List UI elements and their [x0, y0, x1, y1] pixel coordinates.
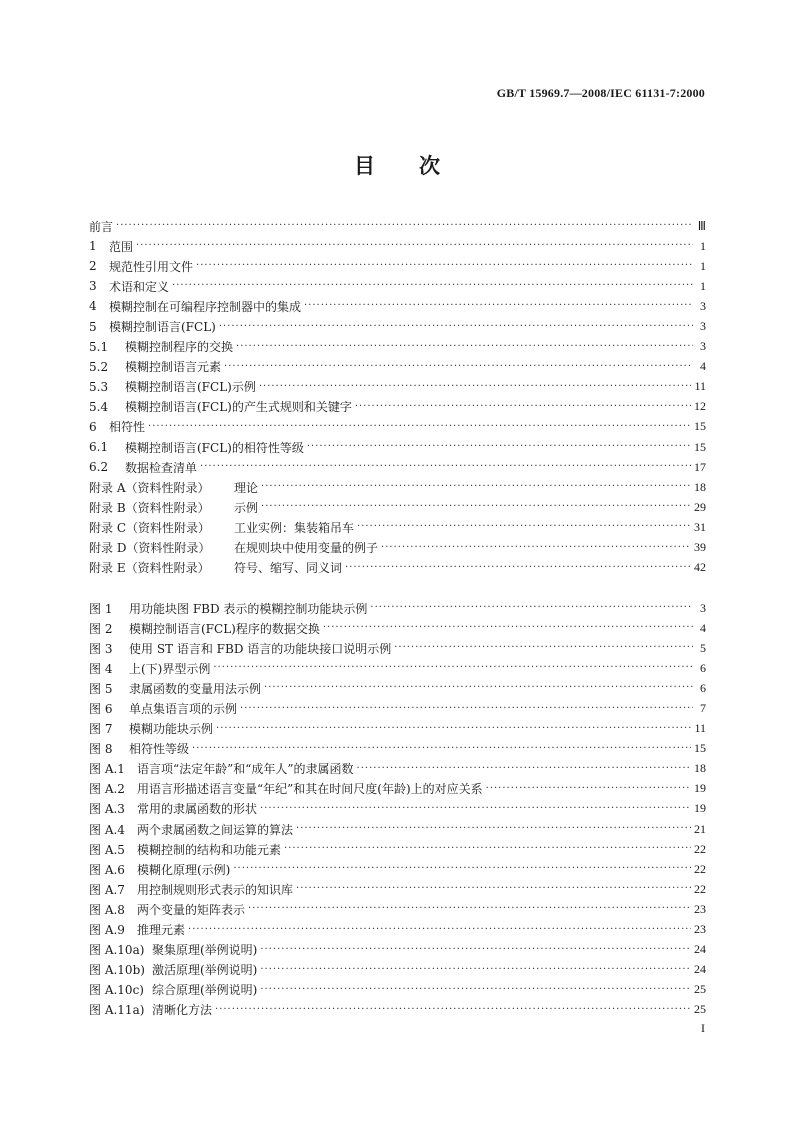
- entry-number: 图 A.2: [89, 782, 125, 797]
- entry-page-number: 15: [694, 741, 706, 756]
- entry-page-number: 3: [700, 319, 706, 334]
- dot-leader: [307, 440, 691, 454]
- entry-title: 用控制规则形式表示的知识库: [137, 882, 294, 897]
- entry-number: 5.2: [89, 359, 109, 374]
- toc-entry[interactable]: [89, 256, 706, 276]
- toc-entry[interactable]: [89, 397, 706, 417]
- dot-leader: [192, 742, 691, 756]
- dot-leader: [261, 480, 691, 494]
- toc-entry[interactable]: [89, 819, 706, 839]
- toc-entry[interactable]: [89, 859, 706, 879]
- toc-entry[interactable]: [89, 417, 706, 437]
- toc-entry[interactable]: [89, 739, 706, 759]
- toc-entry[interactable]: [89, 799, 706, 819]
- toc-entry[interactable]: [89, 437, 706, 457]
- entry-page-number: 4: [700, 620, 706, 635]
- entry-page-number: 22: [694, 861, 706, 876]
- dot-leader: [345, 561, 691, 575]
- dot-leader: [486, 782, 691, 796]
- entry-page-number: 23: [694, 922, 706, 937]
- entry-number: 图 1: [89, 601, 113, 616]
- entry-title: 模糊控制语言(FCL): [109, 320, 216, 335]
- entry-page-number: 22: [694, 841, 706, 856]
- entry-page-number: 3: [700, 600, 706, 615]
- entry-title: 术语和定义: [109, 279, 170, 294]
- entry-number: 图 7: [89, 722, 113, 737]
- entry-number: 图 A.10a): [89, 943, 145, 958]
- entry-number: 图 A.7: [89, 882, 125, 897]
- entry-number: 图 A.1: [89, 762, 125, 777]
- entry-title: 在规则块中使用变量的例子: [234, 541, 379, 556]
- entry-number: 附录 B（资料性附录）: [89, 500, 210, 515]
- dot-leader: [264, 681, 693, 695]
- dot-leader: [215, 1003, 691, 1017]
- title-char-1: 目: [354, 153, 375, 178]
- entry-title: 示例: [234, 500, 259, 515]
- toc-entry[interactable]: [89, 638, 706, 658]
- entry-number: 图 A.5: [89, 842, 125, 857]
- entry-number: 图 6: [89, 702, 113, 717]
- dot-leader: [219, 320, 693, 334]
- dot-leader: [213, 661, 693, 675]
- entry-page-number: 1: [700, 278, 706, 293]
- figures-list: [89, 598, 706, 1020]
- entry-page-number: 31: [694, 519, 706, 534]
- entry-title: 综合原理(举例说明): [152, 983, 258, 998]
- entry-page-number: 39: [694, 540, 706, 555]
- toc-entry[interactable]: [89, 920, 706, 940]
- entry-number: 5.1: [89, 339, 109, 354]
- standard-code: GB/T 15969.7—2008/IEC 61131-7:2000: [496, 86, 705, 100]
- toc-entry[interactable]: [89, 698, 706, 718]
- entry-page-number: 29: [694, 499, 706, 514]
- dot-leader: [284, 842, 691, 856]
- entry-title: 隶属函数的变量用法示例: [129, 681, 262, 696]
- entry-number: 5: [89, 319, 97, 334]
- entry-title: 推理元素: [137, 923, 186, 938]
- dot-leader: [355, 400, 691, 414]
- entry-number: 4: [89, 299, 97, 314]
- entry-title: 模糊化原理(示例): [137, 862, 231, 877]
- toc-entry[interactable]: [89, 517, 706, 537]
- toc-entry[interactable]: [89, 618, 706, 638]
- toc-entry[interactable]: [89, 678, 706, 698]
- toc-entry[interactable]: [89, 839, 706, 859]
- entry-title: 相符性: [109, 420, 146, 435]
- entry-title: 语言项“法定年龄”和“成年人”的隶属函数: [137, 762, 354, 777]
- toc-entry[interactable]: [89, 960, 706, 980]
- toc-entry[interactable]: [89, 276, 706, 296]
- entry-page-number: 12: [694, 399, 706, 414]
- entry-number: 图 A.8: [89, 902, 125, 917]
- entry-page-number: 24: [694, 962, 706, 977]
- entry-page-number: 25: [694, 1002, 706, 1017]
- dot-leader: [188, 923, 691, 937]
- entry-title: 模糊控制的结构和功能元素: [137, 842, 282, 857]
- dot-leader: [259, 380, 692, 394]
- toc-entry[interactable]: [89, 236, 706, 256]
- dot-leader: [260, 963, 691, 977]
- entry-title: 两个隶属函数之间运算的算法: [137, 822, 294, 837]
- dot-leader: [216, 722, 691, 736]
- toc-entry[interactable]: [89, 538, 706, 558]
- dot-leader: [323, 621, 693, 635]
- entry-title: 模糊控制程序的交换: [125, 340, 234, 355]
- dot-leader: [148, 420, 691, 434]
- toc-entry[interactable]: [89, 316, 706, 336]
- dot-leader: [260, 802, 691, 816]
- dot-leader: [200, 460, 691, 474]
- dot-leader: [260, 943, 691, 957]
- dot-leader: [136, 239, 693, 253]
- entry-number: 附录 A（资料性附录）: [89, 480, 210, 495]
- entry-page-number: 4: [700, 359, 706, 374]
- entry-page-number: 18: [694, 479, 706, 494]
- entry-title: 模糊功能块示例: [129, 722, 214, 737]
- entry-title: 聚集原理(举例说明): [152, 943, 258, 958]
- dot-leader: [260, 983, 691, 997]
- toc-entry[interactable]: [89, 457, 706, 477]
- entry-title: 两个变量的矩阵表示: [137, 902, 246, 917]
- dot-leader: [116, 219, 693, 233]
- entry-page-number: 42: [694, 560, 706, 575]
- page-folio: I: [701, 1021, 705, 1035]
- toc-entry[interactable]: [89, 558, 706, 578]
- entry-page-number: Ⅲ: [697, 218, 706, 233]
- toc-entry[interactable]: [89, 719, 706, 739]
- dot-leader: [296, 822, 691, 836]
- entry-page-number: 11: [694, 721, 706, 736]
- entry-number: 图 A.6: [89, 862, 125, 877]
- entry-page-number: 1: [700, 258, 706, 273]
- dot-leader: [296, 882, 691, 896]
- toc-entry[interactable]: [89, 337, 706, 357]
- dot-leader: [248, 902, 691, 916]
- entry-title: 用功能块图 FBD 表示的模糊控制功能块示例: [129, 601, 368, 616]
- entry-page-number: 19: [694, 801, 706, 816]
- dot-leader: [381, 541, 691, 555]
- entry-title: 模糊控制语言(FCL)示例: [125, 380, 256, 395]
- dot-leader: [357, 762, 691, 776]
- entry-number: 图 A.4: [89, 822, 125, 837]
- entry-page-number: 19: [694, 781, 706, 796]
- entry-page-number: 25: [694, 982, 706, 997]
- toc-entry[interactable]: [89, 940, 706, 960]
- toc-entry[interactable]: [89, 497, 706, 517]
- entry-title: 常用的隶属函数的形状: [137, 802, 258, 817]
- entry-title: 理论: [234, 480, 259, 495]
- toc-entry[interactable]: [89, 899, 706, 919]
- entry-page-number: 1: [700, 238, 706, 253]
- entry-number: 图 A.10c): [89, 983, 144, 998]
- entry-title: 模糊控制语言(FCL)的相符性等级: [125, 440, 304, 455]
- entry-title: 清晰化方法: [152, 1003, 213, 1018]
- entry-number: 图 A.11a): [89, 1003, 145, 1018]
- entry-number: 6: [89, 419, 97, 434]
- toc-entry[interactable]: [89, 759, 706, 779]
- entry-page-number: 3: [700, 339, 706, 354]
- entry-page-number: 15: [694, 439, 706, 454]
- toc-entry[interactable]: [89, 377, 706, 397]
- dot-leader: [370, 601, 693, 615]
- entry-page-number: 6: [700, 680, 706, 695]
- entry-title: 模糊控制语言元素: [125, 360, 222, 375]
- dot-leader: [224, 360, 693, 374]
- toc-entry[interactable]: [89, 598, 706, 618]
- entry-page-number: 23: [694, 901, 706, 916]
- dot-leader: [394, 641, 693, 655]
- toc-entry[interactable]: [89, 980, 706, 1000]
- entry-number: 图 2: [89, 621, 113, 636]
- entry-page-number: 15: [694, 419, 706, 434]
- entry-title: 符号、缩写、同义词: [234, 561, 343, 576]
- entry-number: 图 5: [89, 681, 113, 696]
- entry-number: 图 A.9: [89, 923, 125, 938]
- entry-title: 前言: [89, 219, 114, 234]
- entry-number: 5.4: [89, 399, 109, 414]
- page-title: [0, 150, 794, 180]
- toc-entry[interactable]: [89, 1000, 706, 1020]
- dot-leader: [236, 340, 693, 354]
- entry-number: 2: [89, 259, 97, 274]
- entry-number: 图 A.3: [89, 802, 125, 817]
- dot-leader: [233, 862, 691, 876]
- entry-page-number: 18: [694, 761, 706, 776]
- entry-page-number: 3: [700, 298, 706, 313]
- entry-page-number: 22: [694, 881, 706, 896]
- entry-title: 激活原理(举例说明): [152, 963, 258, 978]
- entry-title: 数据检查清单: [125, 460, 198, 475]
- entry-page-number: 5: [700, 640, 706, 655]
- entry-number: 附录 C（资料性附录）: [89, 520, 210, 535]
- entry-title: 范围: [109, 239, 134, 254]
- dot-leader: [240, 702, 693, 716]
- toc-entry[interactable]: [89, 477, 706, 497]
- entry-number: 1: [89, 239, 97, 254]
- entry-number: 图 8: [89, 742, 113, 757]
- entry-number: 附录 D（资料性附录）: [89, 541, 211, 556]
- entry-number: 图 4: [89, 661, 113, 676]
- toc-entry[interactable]: [89, 879, 706, 899]
- dot-leader: [196, 259, 693, 273]
- dot-leader: [261, 500, 691, 514]
- entry-page-number: 11: [694, 379, 706, 394]
- entry-page-number: 21: [694, 821, 706, 836]
- entry-page-number: 24: [694, 942, 706, 957]
- entry-number: 附录 E（资料性附录）: [89, 561, 210, 576]
- dot-leader: [357, 520, 691, 534]
- dot-leader: [172, 279, 693, 293]
- entry-title: 模糊控制语言(FCL)的产生式规则和关键字: [125, 400, 352, 415]
- entry-title: 使用 ST 语言和 FBD 语言的功能块接口说明示例: [129, 641, 392, 656]
- entry-title: 模糊控制语言(FCL)程序的数据交换: [129, 621, 320, 636]
- entry-title: 用语言形描述语言变量“年纪”和其在时间尺度(年龄)上的对应关系: [137, 782, 483, 797]
- toc-entry[interactable]: [89, 216, 706, 236]
- entry-title: 相符性等级: [129, 742, 190, 757]
- entry-title: 上(下)界型示例: [129, 661, 211, 676]
- contents-list: [89, 216, 706, 578]
- entry-number: 5.3: [89, 379, 109, 394]
- entry-title: 模糊控制在可编程序控制器中的集成: [109, 299, 302, 314]
- toc-entry[interactable]: [89, 357, 706, 377]
- toc-entry[interactable]: [89, 779, 706, 799]
- entry-page-number: 17: [694, 459, 706, 474]
- entry-title: 规范性引用文件: [109, 259, 194, 274]
- entry-number: 图 A.10b): [89, 963, 145, 978]
- entry-number: 6.1: [89, 440, 109, 455]
- toc-entry[interactable]: [89, 296, 706, 316]
- entry-page-number: 6: [700, 660, 706, 675]
- entry-page-number: 7: [700, 701, 706, 716]
- title-char-2: 次: [419, 153, 440, 178]
- entry-number: 图 3: [89, 641, 113, 656]
- entry-title: 工业实例：集装箱吊车: [234, 520, 355, 535]
- entry-title: 单点集语言项的示例: [129, 702, 238, 717]
- entry-number: 6.2: [89, 460, 109, 475]
- toc-entry[interactable]: [89, 658, 706, 678]
- entry-number: 3: [89, 279, 97, 294]
- dot-leader: [304, 299, 693, 313]
